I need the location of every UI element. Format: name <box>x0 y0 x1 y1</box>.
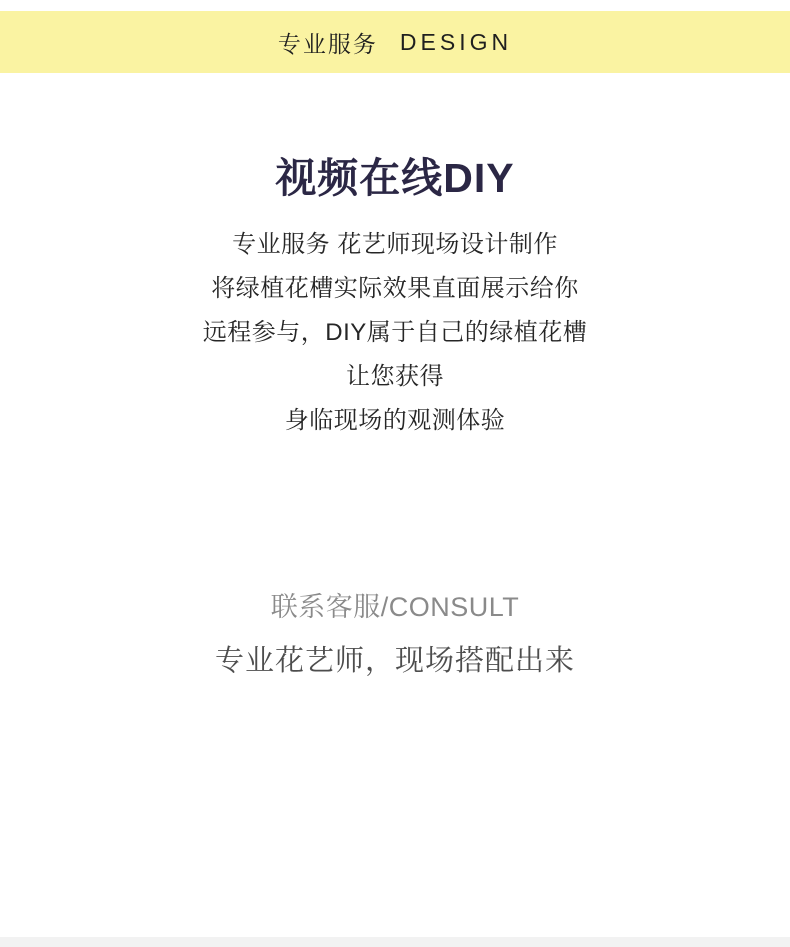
intro-line: 让您获得 <box>346 363 444 390</box>
intro-line: 远程参与，DIY属于自己的绿植花槽 <box>202 319 588 346</box>
intro-line: 专业服务 花艺师现场设计制作 <box>232 231 558 258</box>
section-title: 视频在线DIY <box>275 155 515 201</box>
intro-paragraph <box>0 223 790 443</box>
banner-label-en: DESIGN <box>399 28 513 55</box>
intro-line: 将绿植花槽实际效果直面展示给你 <box>211 275 579 302</box>
intro-line: 身临现场的观测体验 <box>284 407 506 434</box>
service-banner <box>0 11 790 73</box>
banner-label-cn: 专业服务 <box>277 30 378 57</box>
consult-label: 联系客服/CONSULT <box>270 592 520 622</box>
bottom-divider-bar <box>0 937 790 947</box>
tagline: 专业花艺师，现场搭配出来 <box>214 645 575 677</box>
